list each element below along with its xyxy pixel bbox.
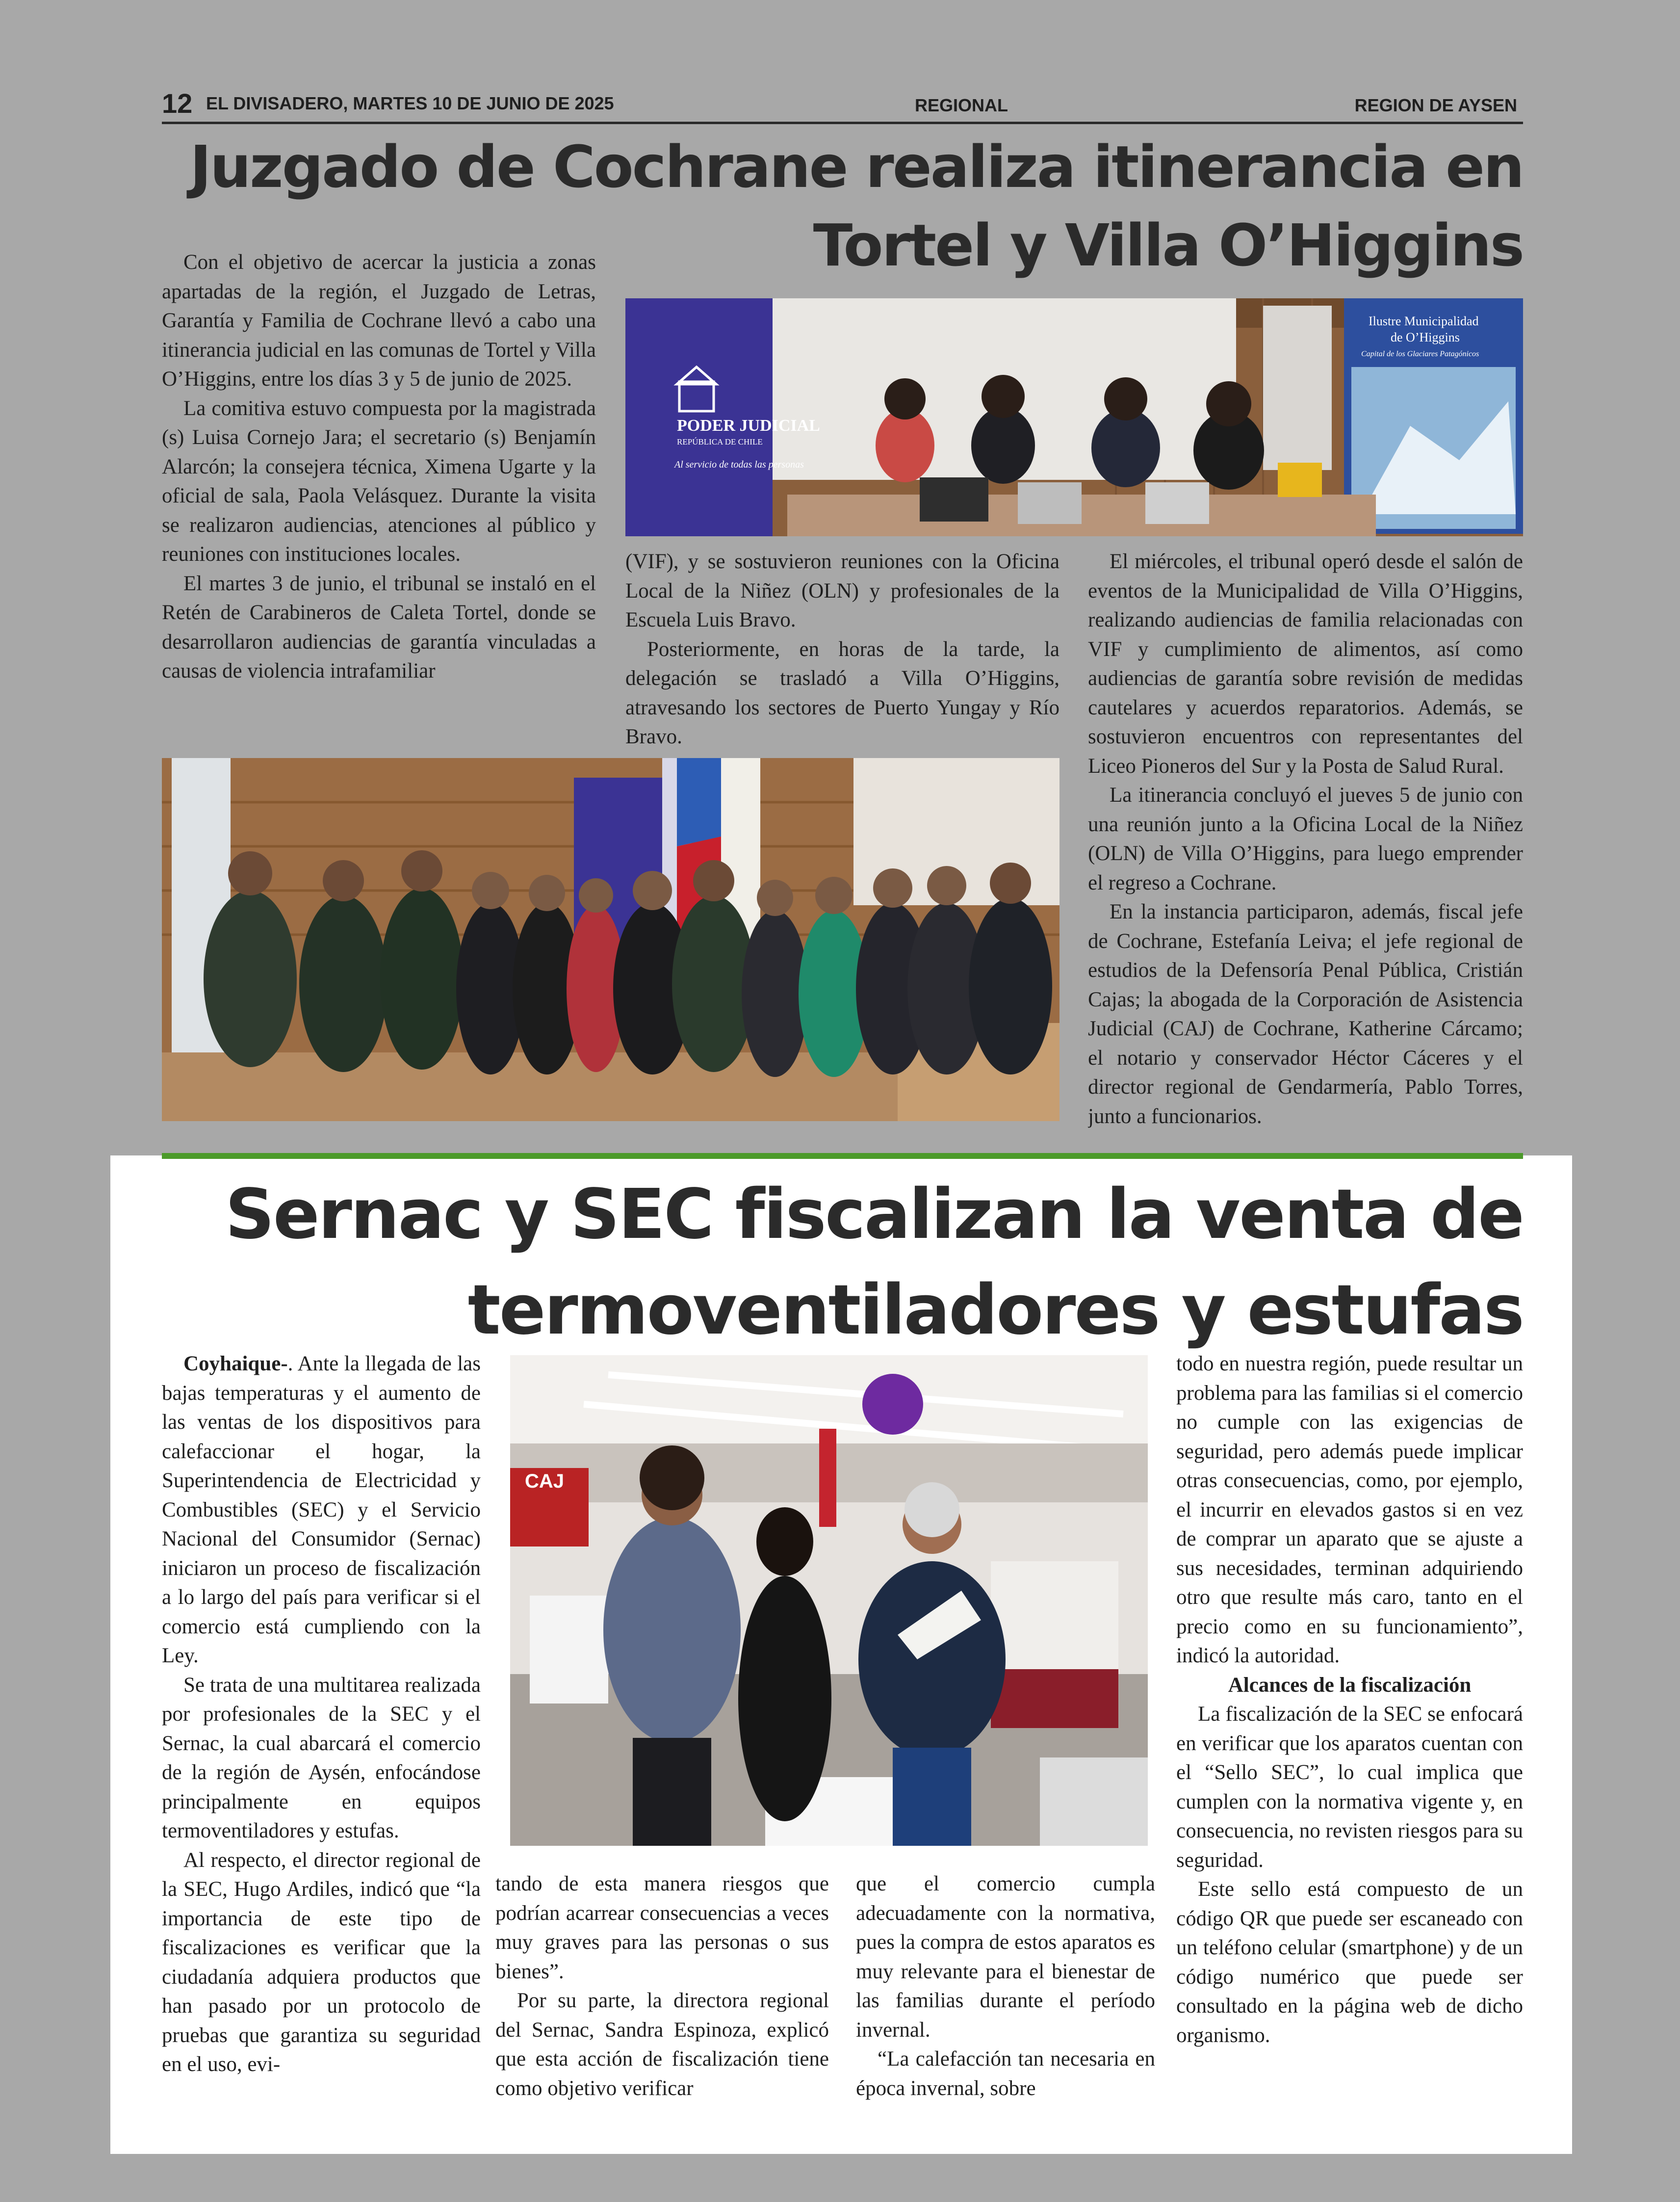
paragraph: Se trata de una multitarea realizada por profesionales de la SEC y el Sernac, la cual abarcará el comercio de la región de Aysén, enfocándose principalmente en equipos termoventiladores y estufas. (162, 1673, 481, 1842)
article2-headline-line2: termoventiladores y estufas (467, 1270, 1523, 1350)
lead-text: . Ante la llegada de las bajas temperaturas y el aumento de las ventas de los dispositivos para calefaccionar el hogar, la Superintendencia de Electricidad y Combustibles (SEC) y el Servicio Nacional del Consumidor (Sernac) iniciaron un proceso de fiscalización a lo largo del país para verificar si el comercio está cumpliendo con la Ley. (162, 1352, 481, 1667)
paragraph: El martes 3 de junio, el tribunal se instaló en el Retén de Carabineros de Caleta Tortel, donde se desarrollaron audiencias de garantía vinculadas a causas de violencia intrafamiliar (162, 572, 596, 682)
paragraph: todo en nuestra región, puede resultar un problema para las familias si el comercio no cumple con las exigencias de seguridad, pero además puede implicar otras consecuencias, como, por ejemplo, el incurrir en elevados gastos si en vez de comprar un aparato que se ajuste a sus necesidades, terminan adquiriendo otro que resulte más caro, tanto en el precio como en su funcionamiento”, indicó la autoridad. (1176, 1352, 1523, 1667)
article2-column-3 (856, 1869, 1155, 2117)
paragraph: La fiscalización de la SEC se enfocará en verificar que los aparatos cuentan con el “Sello SEC”, lo cual implica que cumplen con la normativa vigente y, en consecuencia, no revisten riesgos para su seguridad. (1176, 1703, 1523, 1872)
paragraph: La itinerancia concluyó el jueves 5 de junio con una reunión junto a la Oficina Local de la Niñez (OLN) de Villa O’Higgins, para luego emprender el regreso a Cochrane. (1088, 784, 1523, 894)
divider-rule (162, 1153, 1523, 1159)
paragraph: (VIF), y se sostuvieron reuniones con la Oficina Local de la Niñez (OLN) y profesionales de la Escuela Luis Bravo. (625, 550, 1060, 631)
dateline: Coyhaique- (183, 1352, 288, 1375)
store-inspection-photo (510, 1355, 1148, 1846)
banner-motto: Al servicio de todas las personas (674, 459, 804, 470)
paragraph: Este sello está compuesto de un código QR que puede ser escaneado con un teléfono celular (smartphone) y de un código numérico que puede ser consultado en la página web de dicho organismo. (1176, 1878, 1523, 2047)
paragraph: El miércoles, el tribunal operó desde el salón de eventos de la Municipalidad de Villa O’Higgins, realizando audiencias de familia relacionadas con VIF y cumplimiento de alimentos, así como audiencias de garantía sobre revisión de medidas cautelares y acuerdos reparatorios. Además, se sostuvieron encuentros con representantes del Liceo Pioneros del Sur y la Posta de Salud Rural. (1088, 550, 1523, 778)
paragraph: tando de esta manera riesgos que podrían acarrear consecuencias a veces muy graves para las personas o sus bienes”. (495, 1872, 829, 1983)
region-label: REGION DE AYSEN (1354, 95, 1517, 115)
paragraph: “La calefacción tan necesaria en época invernal, sobre (856, 2047, 1155, 2100)
article2-headline-line1: Sernac y SEC fiscalizan la venta de (225, 1175, 1523, 1255)
article1-headline-line2: Tortel y Villa O’Higgins (813, 211, 1523, 279)
municipality-line1: Ilustre Municipalidad (1369, 314, 1479, 328)
article1-column-2 (625, 547, 1060, 753)
article2-column-4 (1176, 1349, 1523, 2117)
lead-paragraph (162, 1349, 481, 1671)
article2-column-1 (162, 1349, 481, 2117)
store-sign: CAJ (525, 1470, 565, 1492)
paragraph: En la instancia participaron, además, fiscal jefe de Cochrane, Estefanía Leiva; el jefe regional de estudios de la Defensoría Penal Pública, Cristián Cajas; la abogada de la Corporación de Asistencia Judicial (CAJ) de Cochrane, Katherine Cárcamo; el notario y conservador Héctor Cáceres y el director regional de Gendarmería, Pablo Torres, junto a funcionarios. (1088, 900, 1523, 1128)
paragraph: La comitiva estuvo compuesta por la magistrada (s) Luisa Cornejo Jara; el secretario (s) Benjamín Alarcón; la consejera técnica, Ximena Ugarte y la oficial de sala, Paola Velásquez. Durante la visita se realizaron audiencias, atenciones al público y reuniones con instituciones locales. (162, 396, 596, 566)
page-header (162, 87, 1523, 124)
municipality-line2: de O’Higgins (1391, 330, 1460, 344)
article2-column-2 (495, 1869, 829, 2117)
paragraph: Al respecto, el director regional de la SEC, Hugo Ardiles, indicó que “la importancia de este tipo de fiscalizaciones es verificar que la ciudadanía adquiera productos que han pasado por un protocolo de pruebas que garantiza su seguridad en el uso, evi- (162, 1848, 481, 2076)
section-label: REGIONAL (915, 95, 1008, 115)
paragraph: Por su parte, la directora regional del Sernac, Sandra Espinoza, explicó que esta acción de fiscalización tiene como objetivo verificar (495, 1989, 829, 2100)
article1-column-1 (162, 248, 596, 738)
group-photo (162, 758, 1060, 1121)
page-number: 12 (162, 88, 193, 119)
banner-title: PODER JUDICIAL (677, 417, 820, 435)
article1-headline-line1: Juzgado de Cochrane realiza itinerancia en (190, 133, 1523, 201)
article1-column-3 (1088, 547, 1523, 1151)
meeting-photo (625, 298, 1523, 536)
paragraph: Posteriormente, en horas de la tarde, la delegación se trasladó a Villa O’Higgins, atravesando los sectores de Puerto Yungay y Río Bravo. (625, 637, 1060, 748)
paragraph: Con el objetivo de acercar la justicia a zonas apartadas de la región, el Juzgado de Letras, Garantía y Familia de Cochrane llevó a cabo una itinerancia judicial en las comunas de Tortel y Villa O’Higgins, entre los días 3 y 5 de junio de 2025. (162, 251, 596, 391)
issue-date: EL DIVISADERO, MARTES 10 DE JUNIO DE 2025 (206, 93, 614, 113)
paragraph: que el comercio cumpla adecuadamente con la normativa, pues la compra de estos aparatos es muy relevante para el bienestar de las familias durante el período invernal. (856, 1872, 1155, 2042)
subheading: Alcances de la fiscalización (1228, 1673, 1472, 1697)
banner-subtitle: REPÚBLICA DE CHILE (677, 437, 763, 446)
article2-headline (162, 1167, 1523, 1358)
municipality-line3: Capital de los Glaciares Patagónicos (1361, 350, 1479, 358)
